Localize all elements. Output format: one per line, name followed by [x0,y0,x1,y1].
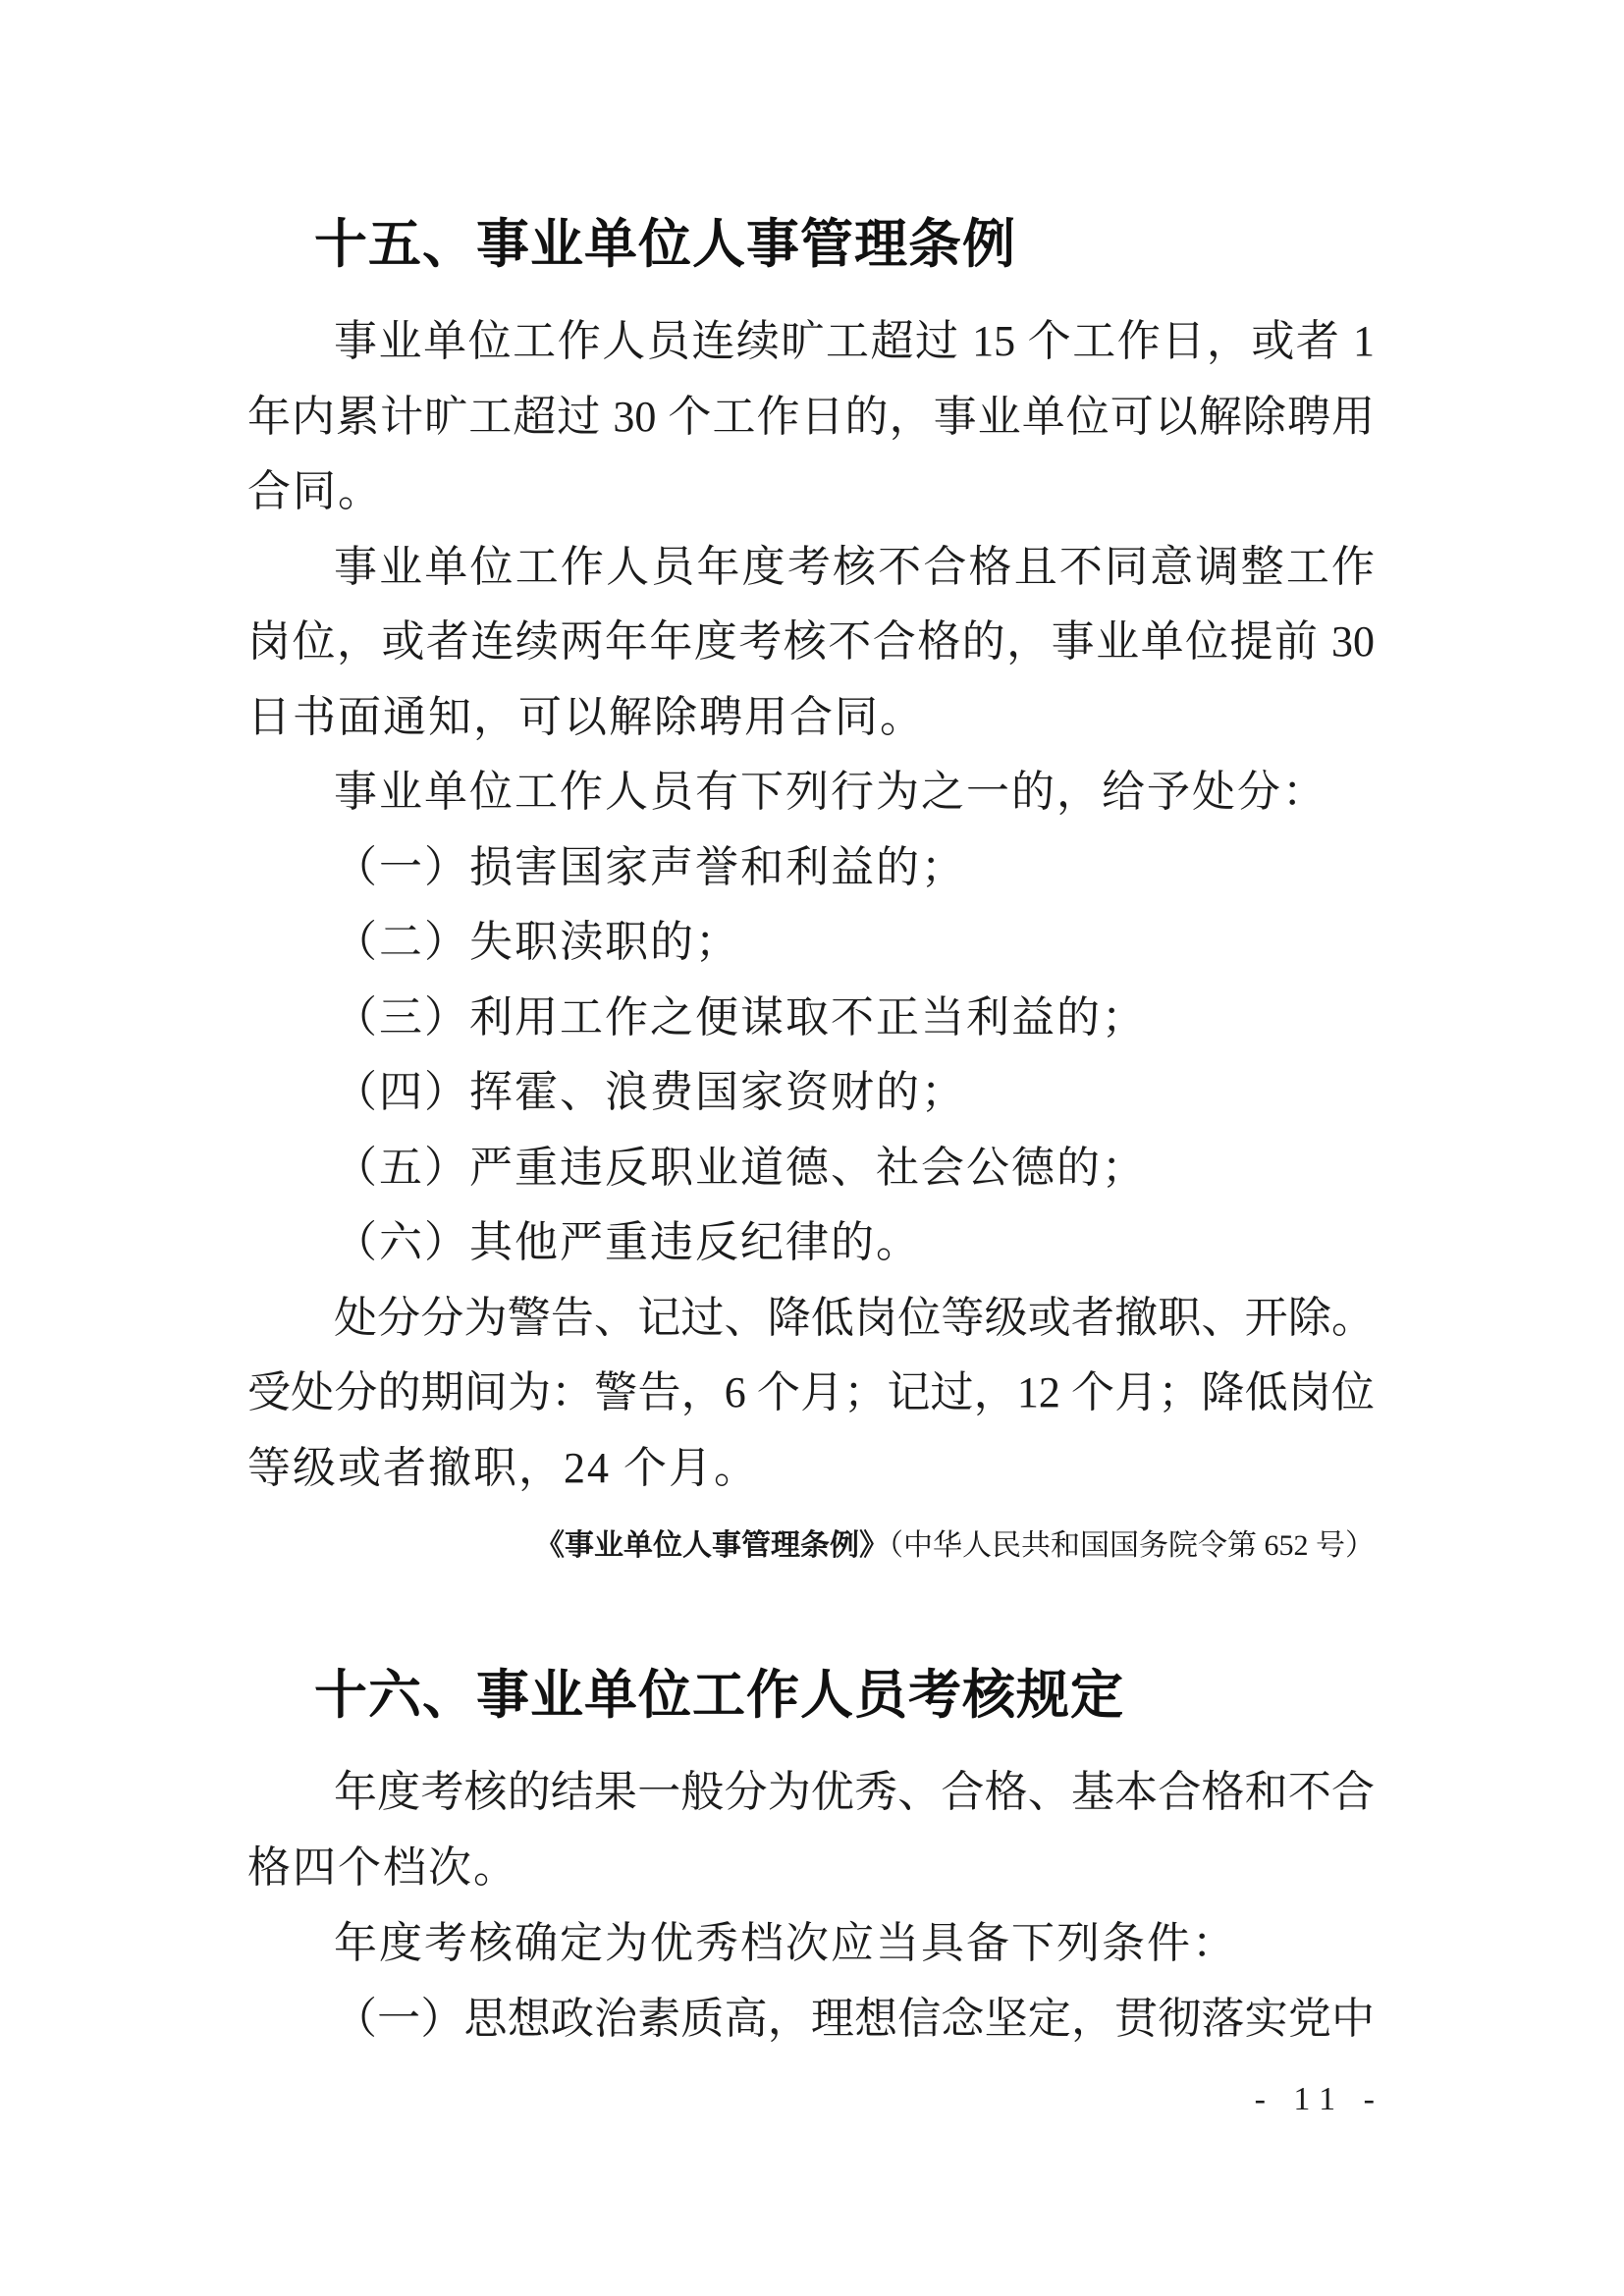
text-line: （一）思想政治素质高，理想信念坚定，贯彻落实党中 [334,1995,1375,2043]
list-item-2: （二）失职渎职的； [334,918,740,966]
text-line: 日书面通知，可以解除聘用合同。 [247,693,925,741]
list-item-5: （五）严重违反职业道德、社会公德的； [334,1144,1147,1192]
list-item-1: （一）损害国家声誉和利益的； [334,843,966,891]
section-16-heading: 十六、事业单位工作人员考核规定 [314,1666,1124,1725]
list-item-6: （六）其他严重违反纪律的。 [334,1218,921,1266]
list-item-3: （三）利用工作之便谋取不正当利益的； [334,993,1147,1041]
text-line: 年度考核确定为优秀档次应当具备下列条件： [334,1919,1237,1967]
text-line: 事业单位工作人员年度考核不合格且不同意调整工作 [334,543,1375,591]
text-line: 等级或者撤职，24 个月。 [247,1444,759,1492]
list-item-4: （四）挥霍、浪费国家资财的； [334,1068,966,1116]
text-line: 格四个档次。 [247,1843,518,1892]
text-line: 合同。 [247,467,383,515]
text-line: 处分分为警告、记过、降低岗位等级或者撤职、开除。 [334,1294,1375,1342]
page-number: - 11 - [1254,2081,1384,2117]
section-15-heading: 十五、事业单位人事管理条例 [314,215,1016,274]
citation-work-title: 《事业单位人事管理条例》 [535,1529,889,1562]
text-line: 年内累计旷工超过 30 个工作日的，事业单位可以解除聘用 [247,393,1375,441]
citation-source: （中华人民共和国国务院令第 652 号） [889,1529,1375,1562]
citation-line [247,1529,1375,1564]
text-line: 年度考核的结果一般分为优秀、合格、基本合格和不合 [334,1768,1375,1816]
text-line: 事业单位工作人员有下列行为之一的，给予处分： [334,768,1327,816]
text-line: 受处分的期间为：警告，6 个月；记过，12 个月；降低岗位 [247,1368,1375,1416]
text-line: 事业单位工作人员连续旷工超过 15 个工作日，或者 1 [334,317,1375,365]
text-line: 岗位，或者连续两年年度考核不合格的，事业单位提前 30 [247,617,1375,666]
